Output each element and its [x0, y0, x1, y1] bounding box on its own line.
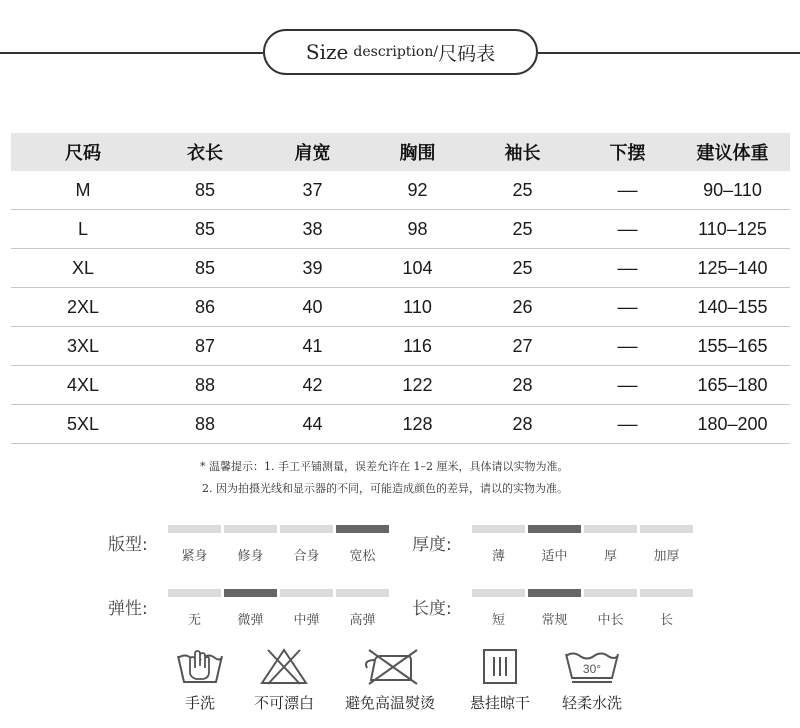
table-cell: 87	[194, 335, 216, 356]
column-header: 衣长	[187, 143, 223, 163]
table-row	[11, 210, 790, 249]
header-rule-right	[538, 52, 800, 54]
length-label: 长度:	[412, 599, 452, 619]
column-header: 下摆	[609, 143, 646, 163]
elasticity-level-bar	[280, 589, 333, 597]
table-cell: 155–165	[697, 335, 768, 356]
table-cell: 42	[302, 374, 323, 395]
table-cell: 110–125	[698, 218, 767, 239]
fit-option-label: 宽松	[349, 549, 376, 564]
page-title	[263, 29, 538, 75]
length-level-bar	[528, 589, 581, 597]
length-scale	[472, 589, 693, 628]
thickness-level-bar	[640, 525, 693, 533]
table-cell: 92	[407, 179, 428, 200]
elasticity-option-label: 中弹	[293, 613, 320, 628]
fit-level-bar	[168, 525, 221, 533]
thickness-level-bar	[584, 525, 637, 533]
length-option	[528, 589, 581, 628]
table-cell: 2XL	[66, 296, 100, 317]
thickness-level-bar	[528, 525, 581, 533]
table-body	[11, 171, 790, 444]
table-cell: 110	[403, 296, 432, 317]
table-row	[11, 171, 790, 210]
table-cell: 44	[302, 413, 323, 434]
table-cell: 165–180	[697, 374, 768, 395]
table-cell: 41	[302, 335, 323, 356]
table-cell: 125–140	[697, 257, 768, 278]
no-iron-icon	[345, 646, 435, 686]
table-cell: 5XL	[66, 413, 100, 434]
care-label: 悬挂晾干	[469, 694, 530, 712]
table-cell: 40	[302, 296, 323, 317]
length-level-bar	[472, 589, 525, 597]
table-row	[11, 405, 790, 444]
column-header: 肩宽	[294, 143, 331, 163]
elasticity-option	[336, 589, 389, 628]
table-cell: L	[77, 218, 88, 239]
thickness-option-label: 加厚	[653, 549, 680, 564]
elasticity-option	[280, 589, 333, 628]
fit-option	[168, 525, 221, 564]
table-cell: 116	[403, 335, 432, 356]
length-option-label: 长	[659, 613, 673, 628]
length-level-bar	[584, 589, 637, 597]
thickness-option-label: 薄	[491, 549, 505, 564]
fit-scale	[168, 525, 389, 564]
table-cell: 39	[302, 257, 323, 278]
care-label: 轻柔水洗	[561, 694, 622, 712]
table-header-row	[11, 133, 790, 171]
table-row	[11, 366, 790, 405]
elasticity-level-bar	[336, 589, 389, 597]
title-main: Size	[305, 40, 349, 64]
table-cell: ––	[617, 296, 638, 317]
note-line-1: * 温馨提示：1. 手工平铺测量，误差允许在 1–2 厘米，具体请以实物为准。	[200, 460, 569, 473]
table-cell: ––	[617, 335, 638, 356]
title-cn: 尺码表	[438, 42, 496, 65]
table-cell: 25	[512, 257, 533, 278]
hand-wash-icon	[172, 646, 228, 686]
fit-option	[280, 525, 333, 564]
table-cell: 88	[194, 374, 216, 395]
care-label: 手洗	[184, 694, 215, 712]
length-option-label: 常规	[541, 613, 568, 628]
table-cell: 25	[512, 179, 533, 200]
table-cell: 104	[402, 257, 433, 278]
table-row	[11, 288, 790, 327]
thickness-option	[472, 525, 525, 564]
thickness-option-label: 厚	[603, 549, 617, 564]
elasticity-option-label: 微弹	[237, 613, 264, 628]
no-bleach-icon	[252, 646, 316, 686]
fit-label: 版型:	[108, 535, 148, 555]
thickness-option	[528, 525, 581, 564]
thickness-level-bar	[472, 525, 525, 533]
wash-temp: 30°	[582, 662, 602, 676]
table-cell: 28	[512, 374, 533, 395]
care-label: 不可漂白	[253, 694, 314, 712]
table-cell: M	[75, 179, 91, 200]
table-cell: 27	[512, 335, 533, 356]
table-cell: 98	[407, 218, 428, 239]
column-header: 袖长	[504, 143, 541, 163]
care-gentle-wash	[560, 646, 624, 713]
length-level-bar	[640, 589, 693, 597]
length-option	[640, 589, 693, 628]
table-row	[11, 249, 790, 288]
table-cell: ––	[617, 257, 638, 278]
gentle-wash-30-icon	[560, 646, 624, 686]
table-cell: 26	[512, 296, 533, 317]
elasticity-option-label: 无	[187, 613, 201, 628]
table-cell: XL	[71, 257, 95, 278]
elasticity-scale	[168, 589, 389, 628]
fit-option	[224, 525, 277, 564]
table-cell: 85	[194, 257, 216, 278]
table-cell: ––	[617, 413, 638, 434]
size-table	[11, 133, 790, 444]
elasticity-label: 弹性:	[108, 599, 148, 619]
elasticity-option	[224, 589, 277, 628]
column-header: 尺码	[65, 143, 101, 163]
elasticity-level-bar	[224, 589, 277, 597]
column-header: 胸围	[399, 143, 436, 163]
table-cell: 128	[402, 413, 433, 434]
care-hang-dry	[468, 646, 532, 713]
length-option-label: 中长	[597, 613, 624, 628]
table-cell: 38	[302, 218, 323, 239]
table-row	[11, 327, 790, 366]
table-cell: 3XL	[66, 335, 100, 356]
fit-option-label: 紧身	[181, 549, 208, 564]
table-cell: 122	[402, 374, 433, 395]
fit-option-label: 修身	[237, 549, 264, 564]
table-cell: 28	[512, 413, 533, 434]
care-no-bleach	[252, 646, 316, 713]
thickness-label: 厚度:	[412, 535, 452, 555]
thickness-scale	[472, 525, 693, 564]
table-cell: 4XL	[66, 374, 100, 395]
table-cell: 25	[512, 218, 533, 239]
table-cell: 140–155	[697, 296, 768, 317]
thickness-option-label: 适中	[541, 549, 568, 564]
length-option	[584, 589, 637, 628]
table-cell: 37	[302, 179, 323, 200]
care-no-iron	[345, 646, 435, 713]
table-cell: 85	[194, 179, 216, 200]
fit-level-bar	[280, 525, 333, 533]
fit-option	[336, 525, 389, 564]
length-option-label: 短	[491, 613, 505, 628]
title-sub: description/	[353, 44, 439, 60]
fit-level-bar	[224, 525, 277, 533]
care-label: 避免高温熨烫	[345, 694, 436, 712]
table-cell: 86	[194, 296, 216, 317]
table-cell: ––	[617, 374, 638, 395]
thickness-option	[640, 525, 693, 564]
table-cell: 88	[194, 413, 216, 434]
column-header: 建议体重	[696, 143, 769, 163]
length-option	[472, 589, 525, 628]
thickness-option	[584, 525, 637, 564]
elasticity-option-label: 高弹	[349, 613, 376, 628]
notes	[200, 456, 568, 500]
table-cell: 85	[194, 218, 216, 239]
hang-dry-icon	[468, 646, 532, 686]
fit-level-bar	[336, 525, 389, 533]
table-cell: 180–200	[697, 413, 768, 434]
care-hand-wash	[172, 646, 228, 713]
note-line-2: 2. 因为拍摄光线和显示器的不同，可能造成颜色的差异，请以的实物为准。	[202, 482, 568, 495]
table-cell: 90–110	[703, 179, 762, 200]
elasticity-level-bar	[168, 589, 221, 597]
elasticity-option	[168, 589, 221, 628]
table-cell: ––	[617, 179, 638, 200]
header-rule-left	[0, 52, 263, 54]
fit-option-label: 合身	[293, 549, 320, 564]
table-cell: ––	[617, 218, 638, 239]
